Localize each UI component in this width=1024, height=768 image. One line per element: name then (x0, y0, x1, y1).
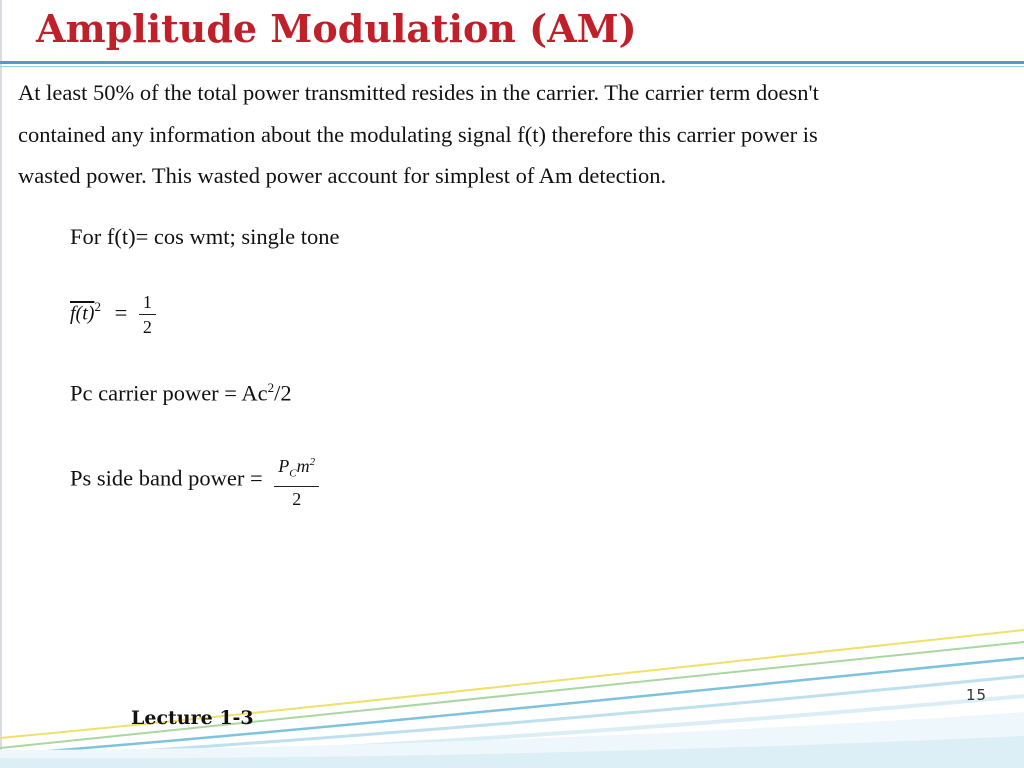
mean-square-exponent: 2 (94, 299, 101, 315)
sideband-fraction (274, 452, 319, 509)
intro-paragraph (18, 72, 1008, 197)
fraction-denominator: 2 (142, 317, 152, 337)
sideband-numerator (274, 452, 319, 487)
carrier-power-suffix: /2 (274, 380, 292, 406)
paragraph-line-3: wasted power. This wasted power account for simplest of Am detection. (18, 163, 667, 188)
mean-square-equals: = (114, 299, 128, 325)
sideband-denominator: 2 (292, 488, 302, 509)
title-underline-thin (0, 66, 1024, 67)
title-underline (0, 61, 1024, 64)
slide-title: Amplitude Modulation (AM) (36, 6, 637, 51)
single-tone-statement: For f(t)= cos wmt; single tone (70, 224, 340, 249)
sideband-num-m: m (296, 456, 310, 476)
carrier-power-prefix: Pc carrier power = Ac (70, 380, 268, 406)
carrier-power-exponent: 2 (267, 380, 275, 395)
paragraph-line-1: At least 50% of the total power transmitted resides in the carrier. The carrier term doesn't (18, 80, 819, 105)
decorative-swoosh (0, 600, 1024, 768)
one-half-fraction (139, 292, 156, 337)
mean-square-lhs: f(t) (70, 302, 95, 325)
carrier-power-equation (70, 380, 292, 407)
sideband-num-exponent: 2 (309, 456, 316, 468)
paragraph-line-2: contained any information about the modulating signal f(t) therefore this carrier power is (18, 121, 818, 147)
fraction-numerator: 1 (139, 292, 156, 315)
footer-lecture-label: Lecture 1-3 (131, 707, 254, 729)
mean-square-equation (70, 292, 156, 337)
sideband-power-equation (70, 452, 319, 509)
page-number: 15 (966, 686, 988, 704)
sideband-num-p: P (278, 456, 290, 476)
sideband-prefix: Ps side band power = (70, 465, 263, 491)
sideband-num-sub: C (289, 467, 297, 480)
